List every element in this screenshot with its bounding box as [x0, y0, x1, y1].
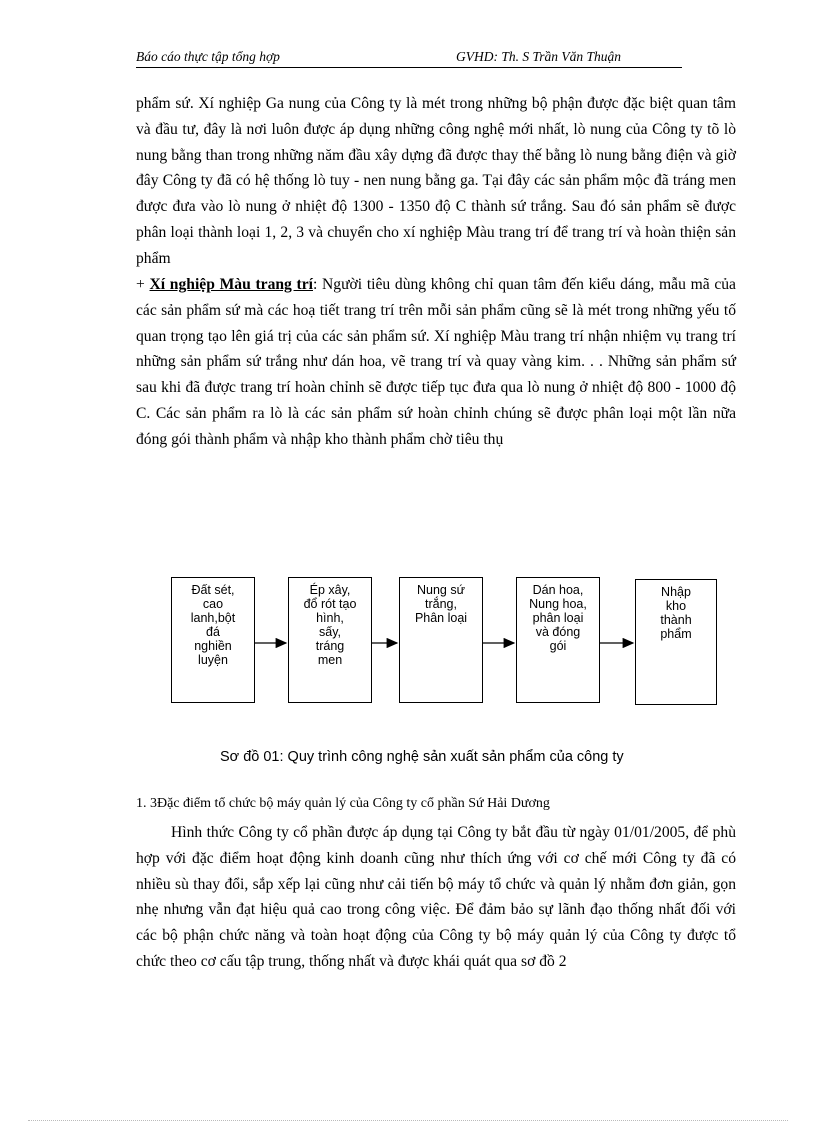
section-heading: 1. 3Đặc điểm tổ chức bộ máy quản lý của Công ty cổ phần Sứ Hải Dương	[136, 796, 550, 811]
flow-step-label: Nhập kho thành phẩm	[660, 585, 692, 641]
flow-step-1	[171, 577, 255, 703]
page-bottom-divider	[28, 1120, 788, 1121]
diagram-caption: Sơ đồ 01: Quy trình công nghệ sản xuất sản phẩm của công ty	[220, 749, 624, 765]
flow-step-3	[399, 577, 483, 703]
flow-step-label: Ép xây, đổ rót tạo hình, sấy, tráng men	[303, 583, 357, 667]
flow-step-label: Đất sét, cao lanh,bột đá nghiền luyện	[190, 583, 236, 667]
flow-step-label: Nung sứ trắng, Phân loại	[414, 583, 468, 625]
page-header	[136, 47, 682, 68]
flow-step-label: Dán hoa, Nung hoa, phân loại và đóng gói	[529, 583, 587, 653]
header-supervisor: GVHD: Th. S Trần Văn Thuận	[456, 49, 622, 64]
lead-prefix: +	[136, 276, 150, 293]
paragraph-organization: Hình thức Công ty cổ phần được áp dụng tại Công ty bắt đầu từ ngày 01/01/2005, để phù hợp với đặc điểm hoạt động kinh doanh cũng như thích ứng với cơ chế mới Công ty đã có nhiều sù thay đổi, sắp xếp lại cũng như cải tiến bộ máy tổ chức và quản lý nhằm đơn giản, gọn nhẹ nhưng vẫn đạt hiệu quả cao trong công việc. Để đảm bảo sự lãnh đạo thống nhất đối với các bộ phận chức năng và toàn hoạt động của Công ty bộ máy quản lý của Công ty được tổ chức theo cơ cấu tập trung, thống nhất và được khái quát qua sơ đồ 2	[136, 824, 736, 970]
flow-step-2	[288, 577, 372, 703]
header-report-title: Báo cáo thực tập tổng hợp	[136, 49, 280, 64]
lead-label: Xí nghiệp Màu trang trí	[149, 276, 313, 293]
paragraph-decoration-unit	[136, 272, 736, 453]
paragraph-kiln-process: phẩm sứ. Xí nghiệp Ga nung của Công ty là mét trong những bộ phận được đặc biệt quan tâm và đầu tư, đây là nơi luôn được áp dụng những công nghệ mới nhất, lò nung của Công ty tõ lò nung bằng than trong những năm đầu xây dựng đã được thay thế bằng lò nung bằng điện và giờ đây Công ty đã có hệ thống lò tuy - nen nung bằng ga. Tại đây các sản phẩm mộc đã tráng men được đưa vào lò nung ở nhiệt độ 1300 - 1350 độ C thành sứ trắng. Sau đó sản phẩm sẽ được phân loại thành loại 1, 2, 3 và chuyển cho xí nghiệp Màu trang trí để trang trí và hoàn thiện sản phẩm	[136, 95, 736, 267]
flow-step-4	[516, 577, 600, 703]
flow-step-5	[635, 579, 717, 705]
paragraph-body: : Người tiêu dùng không chỉ quan tâm đến kiểu dáng, mẫu mã của các sản phẩm sứ mà các hoạ tiết trang trí trên mỗi sản phẩm cũng sẽ là mét trong những yếu tố quan trọng tạo lên giá trị của các sản phẩm sứ. Xí nghiệp Màu trang trí nhận nhiệm vụ trang trí những sản phẩm sứ trắng như dán hoa, vẽ trang trí và quay vàng kim. . . Những sản phẩm sứ sau khi đã được trang trí hoàn chỉnh sẽ được tiếp tục đưa qua lò nung ở nhiệt độ 800 - 1000 độ C. Các sản phẩm ra lò là các sản phẩm sứ hoàn chỉnh chúng sẽ được phân loại một lần nữa đóng gói thành phẩm và nhập kho thành phẩm chờ tiêu thụ	[136, 276, 736, 448]
